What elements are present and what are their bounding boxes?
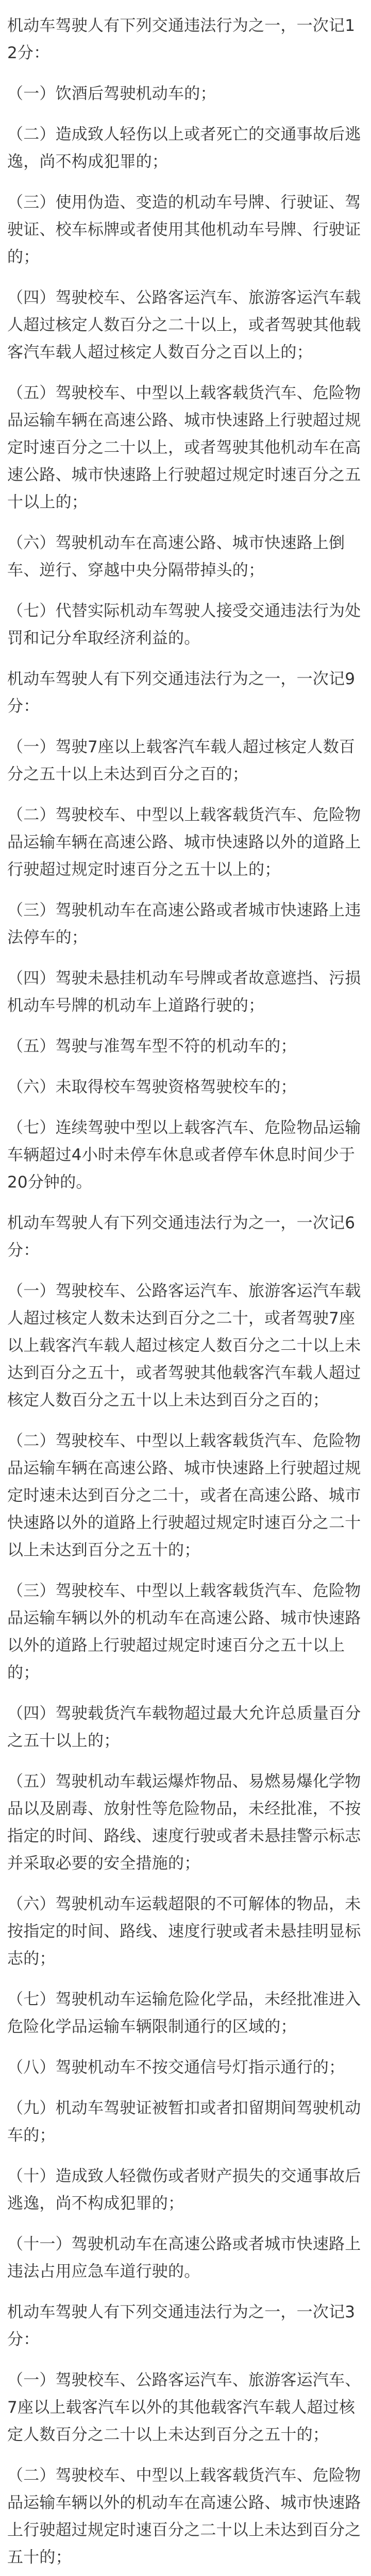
paragraph: （四）驾驶校车、公路客运汽车、旅游客运汽车载人超过核定人数百分之二十以上，或者驾驶其他载客汽车载人超过核定人数百分之百以上的； [7, 289, 361, 362]
paragraph: （二）驾驶校车、中型以上载客载货汽车、危险物品运输车辆在高速公路、城市快速路以外的道路上行驶超过规定时速百分之五十以上的； [7, 806, 361, 879]
paragraph-12-points-intro: 机动车驾驶人有下列交通违法行为之一，一次记12分： [7, 16, 356, 62]
paragraph: （十一）驾驶机动车在高速公路或者城市快速路上违法占用应急车道行驶的。 [7, 2235, 361, 2281]
paragraph: （三）使用伪造、变造的机动车号牌、行驶证、驾驶证、校车标牌或者使用其他机动车号牌、行驶证的； [7, 193, 361, 266]
paragraph-3-points-intro: 机动车驾驶人有下列交通违法行为之一，一次记3分： [7, 2303, 356, 2349]
paragraph: （二）驾驶校车、中型以上载客载货汽车、危险物品运输车辆在高速公路、城市快速路上行驶超过规定时速未达到百分之二十，或者在高速公路、城市快速路以外的道路上行驶超过规定时速百分之二十以上未达到百分之五十的； [7, 1432, 361, 1560]
paragraph: （八）驾驶机动车不按交通信号灯指示通行的； [7, 2058, 345, 2077]
paragraph: （五）驾驶机动车载运爆炸物品、易燃易爆化学物品以及剧毒、放射性等危险物品，未经批准，不按指定的时间、路线、速度行驶或者未悬挂警示标志并采取必要的安全措施的； [7, 1772, 361, 1873]
paragraph: （七）代替实际机动车驾驶人接受交通违法行为处罚和记分牟取经济利益的。 [7, 602, 361, 648]
paragraph: （六）驾驶机动车运载超限的不可解体的物品，未按指定的时间、路线、速度行驶或者未悬挂明显标志的； [7, 1895, 361, 1968]
paragraph: （二）造成致人轻伤以上或者死亡的交通事故后逃逸，尚不构成犯罪的； [7, 125, 361, 171]
paragraph: （七）驾驶机动车运输危险化学品，未经批准进入危险化学品运输车辆限制通行的区域的； [7, 1990, 361, 2036]
paragraph: （一）驾驶7座以上载客汽车载人超过核定人数百分之五十以上未达到百分之百的； [7, 738, 356, 784]
paragraph: （五）驾驶与准驾车型不符的机动车的； [7, 1037, 297, 1056]
paragraph-6-points-intro: 机动车驾驶人有下列交通违法行为之一，一次记6分： [7, 1214, 356, 1260]
paragraph: （四）驾驶载货汽车载物超过最大允许总质量百分之五十以上的； [7, 1704, 361, 1750]
paragraph: （九）机动车驾驶证被暂扣或者扣留期间驾驶机动车的； [7, 2099, 361, 2145]
paragraph: （一）饮酒后驾驶机动车的； [7, 84, 216, 103]
paragraph: （三）驾驶校车、中型以上载客载货汽车、危险物品运输车辆以外的机动车在高速公路、城市快速路以外的道路上行驶超过规定时速百分之五十以上的； [7, 1582, 361, 1682]
paragraph: （四）驾驶未悬挂机动车号牌或者故意遮挡、污损机动车号牌的机动车上道路行驶的； [7, 969, 361, 1015]
paragraph: （六）驾驶机动车在高速公路、城市快速路上倒车、逆行、穿越中央分隔带掉头的； [7, 534, 345, 580]
paragraph: （十）造成致人轻微伤或者财产损失的交通事故后逃逸，尚不构成犯罪的； [7, 2167, 361, 2213]
paragraph: （一）驾驶校车、公路客运汽车、旅游客运汽车、7座以上载客汽车以外的其他载客汽车载人超过核定人数百分之二十以上未达到百分之五十的； [7, 2371, 361, 2444]
paragraph: （六）未取得校车驾驶资格驾驶校车的； [7, 1078, 297, 1096]
paragraph-9-points-intro: 机动车驾驶人有下列交通违法行为之一，一次记9分： [7, 670, 356, 716]
paragraph: （三）驾驶机动车在高速公路或者城市快速路上违法停车的； [7, 901, 361, 947]
paragraph: （二）驾驶校车、中型以上载客载货汽车、危险物品运输车辆以外的机动车在高速公路、城市快速路上行驶超过规定时速百分之二十以上未达到百分之五十的； [7, 2466, 361, 2567]
paragraph: （一）驾驶校车、公路客运汽车、旅游客运汽车载人超过核定人数未达到百分之二十，或者驾驶7座以上载客汽车载人超过核定人数百分之二十以上未达到百分之五十，或者驾驶其他载客汽车载人超过核定人数百分之五十以上未达到百分之百的； [7, 1282, 361, 1410]
paragraph: （五）驾驶校车、中型以上载客载货汽车、危险物品运输车辆在高速公路、城市快速路上行驶超过规定时速百分之二十以上，或者驾驶其他机动车在高速公路、城市快速路上行驶超过规定时速百分之五十以上的； [7, 384, 361, 512]
paragraph: （七）连续驾驶中型以上载客汽车、危险物品运输车辆超过4小时未停车休息或者停车休息时间少于20分钟的。 [7, 1118, 361, 1192]
